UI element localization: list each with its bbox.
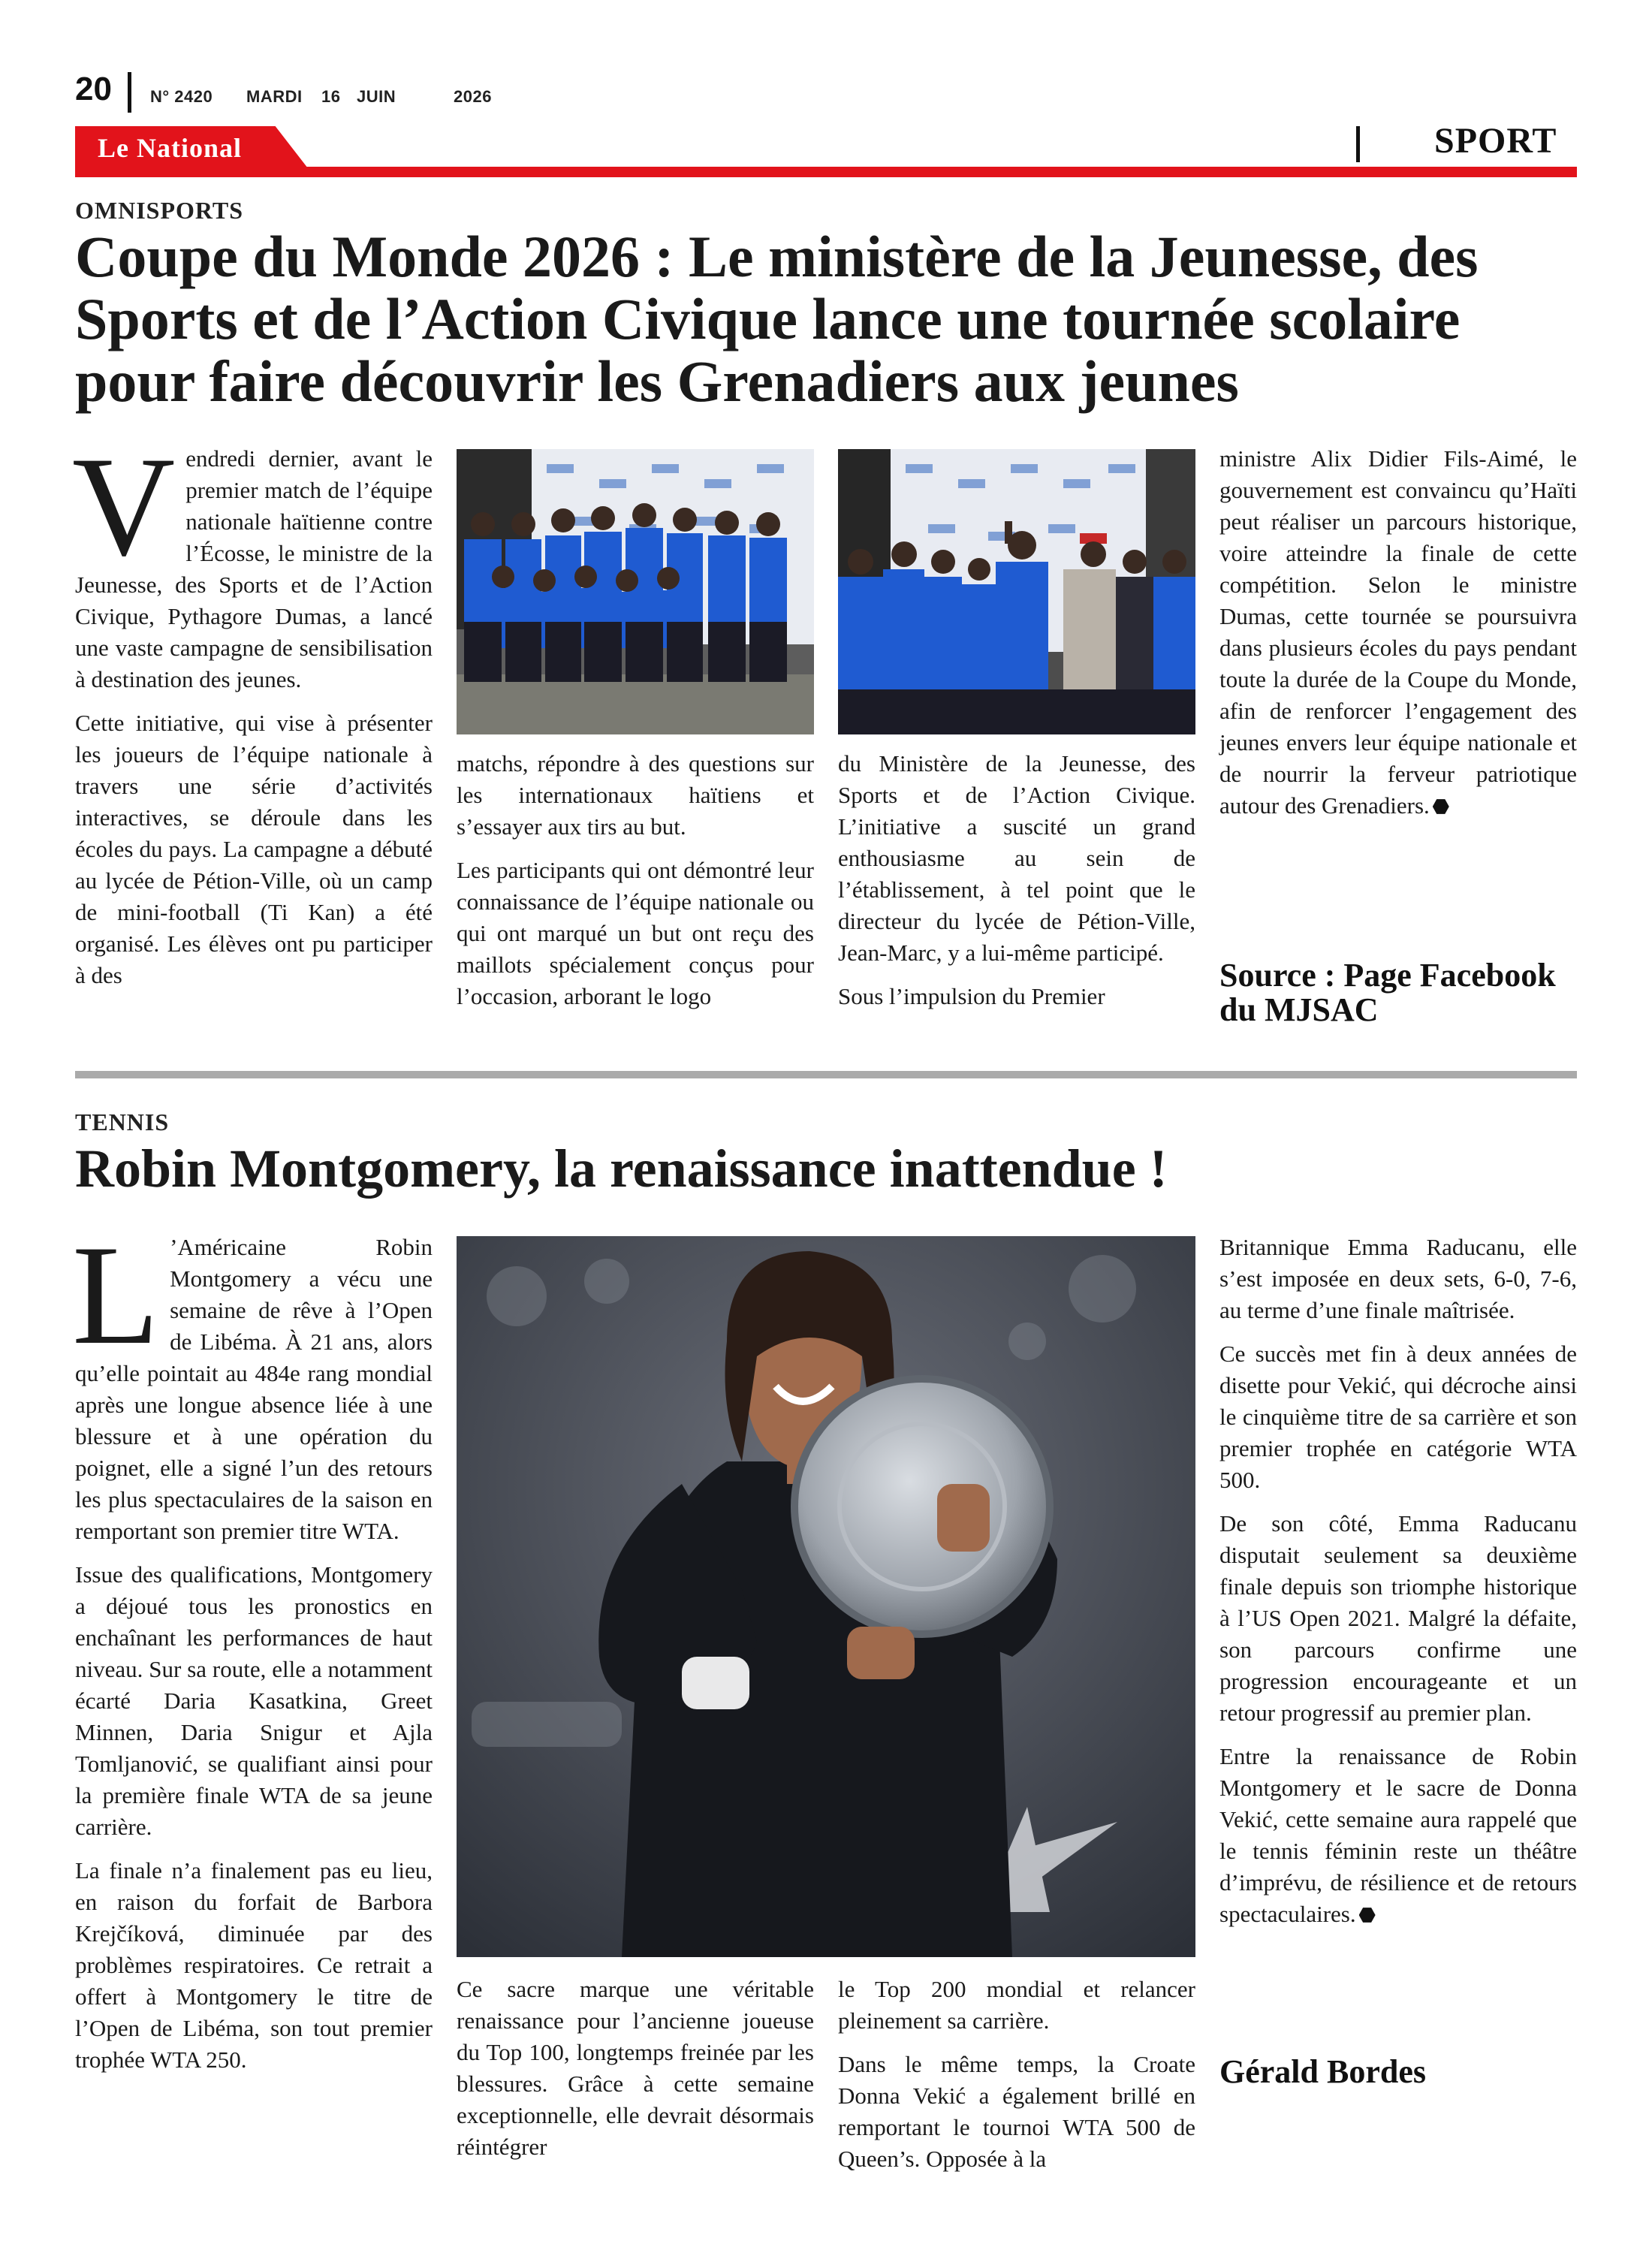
article1-photo-minister: [838, 449, 1195, 734]
article2-kicker: TENNIS: [75, 1108, 170, 1136]
article1-dropcap: V: [72, 428, 176, 586]
article2-paragraph: La finale n’a finalement pas eu lieu, en raison du forfait de Barbora Krejčíková, diminuée par des problèmes respiratoires. Ce retrait a offert à Montgomery le titre de l’Open de Libéma, son tout premier trophée WTA 250.: [75, 1857, 433, 2073]
end-of-article-icon: [1433, 798, 1449, 815]
article2-paragraph: Issue des qualifications, Montgomery a déjoué tous les pronostics en enchaînant les performances de haut niveau. Sur sa route, elle a notamment écarté Daria Kasatkina, Greet Minnen, Daria Snigur et Ajla Tomljanović, se qualifiant ainsi pour la première finale WTA de sa jeune carrière.: [75, 1561, 433, 1840]
article2-paragraph: Britannique Emma Raducanu, elle s’est imposée en deux sets, 6-0, 7-6, au terme d’une finale maîtrisée.: [1219, 1234, 1577, 1323]
article2-dropcap: L: [72, 1217, 160, 1374]
group-photo-students-icon: [457, 449, 814, 734]
article1-paragraph: du Ministère de la Jeunesse, des Sports et de l’Action Civique. L’initiative a suscité un grand enthousiasme au sein de l’établissement, à tel point que le directeur du lycée de Pétion-Ville, Jean-Marc, y a lui-même participé.: [838, 750, 1195, 966]
article1-source: Source : Page Facebook du MJSAC: [1219, 957, 1556, 1028]
article2-column-3: [838, 1974, 1195, 2187]
article1-paragraph: matchs, répondre à des questions sur les internationaux haïtiens et s’essayer aux tirs au but.: [457, 750, 814, 840]
article1-paragraph: Les participants qui ont démontré leur connaissance de l’équipe nationale ou qui ont marqué un but ont reçu des maillots spécialement conçus pour l’occasion, arborant le logo: [457, 857, 814, 1009]
article2-paragraph: ’Américaine Robin Montgomery a vécu une semaine de rêve à l’Open de Libéma. À 21 ans, alors qu’elle pointait au 484e rang mondial après une longue absence liée à une blessure et à une opération du poignet, elle a signé l’un des retours les plus spectaculaires de la saison en remportant son premier titre WTA.: [75, 1234, 433, 1544]
article1-paragraph: Sous l’impulsion du Premier: [838, 983, 1105, 1009]
article2-paragraph: Ce succès met fin à deux années de disette pour Vekić, qui décroche ainsi le cinquième titre de sa carrière et son premier trophée en catégorie WTA 500.: [1219, 1341, 1577, 1493]
header-red-rule: [75, 167, 1577, 177]
article2-paragraph: le Top 200 mondial et relancer pleinement sa carrière.: [838, 1976, 1195, 2034]
tennis-player-trophy-photo-icon: [457, 1236, 1195, 1957]
article2-paragraph: De son côté, Emma Raducanu disputait seulement sa deuxième finale depuis son triomphe historique à l’US Open 2021. Malgré la défaite, son parcours confirme une progression encourageante et un retour progressif au premier plan.: [1219, 1510, 1577, 1726]
issue-month: JUIN: [357, 87, 396, 106]
article-separator: [75, 1071, 1577, 1078]
article1-paragraph: Cette initiative, qui vise à présenter les joueurs de l’équipe nationale à travers une série d’activités interactives, se déroule dans les écoles du pays. La campagne a débuté au lycée de Pétion-Ville, où un camp de mini-football (Ti Kan) a été organisé. Les élèves ont pu participer à des: [75, 710, 433, 988]
article1-headline: Coupe du Monde 2026 : Le ministère de la Jeunesse, des Sports et de l’Action Civique lance une tournée scolaire pour faire découvrir les Grenadiers aux jeunes: [75, 224, 1479, 414]
issue-date-day: 16: [321, 87, 341, 106]
page-number: 20: [75, 71, 112, 107]
issue-year: 2026: [454, 87, 492, 106]
article2-photo: [457, 1236, 1195, 1957]
article2-headline: Robin Montgomery, la renaissance inattendue !: [75, 1139, 1168, 1199]
section-divider: [1356, 126, 1360, 162]
article2-paragraph: Dans le même temps, la Croate Donna Vekić a également brillé en remportant le tournoi WTA 500 de Queen’s. Opposée à la: [838, 2051, 1195, 2172]
header-divider: [128, 72, 131, 113]
issue-day: MARDI: [246, 87, 303, 106]
article1-column-1: [72, 428, 433, 1003]
article1-column-4: [1219, 443, 1577, 834]
article1-column-2: [457, 748, 814, 1024]
article2-column-2: [457, 1974, 814, 2175]
article1-photo-students: [457, 449, 814, 734]
article1-paragraph: ministre Alix Didier Fils-Aimé, le gouvernement est convaincu qu’Haïti peut réaliser un parcours historique, voire atteindre la finale de cette compétition. Selon le ministre Dumas, cette tournée se poursuivra dans plusieurs écoles du pays pendant toute la durée de la Coupe du Monde, afin de renforcer l’engagement des jeunes envers leur équipe nationale et de nourrir la ferveur patriotique autour des Grenadiers.: [1219, 445, 1577, 819]
brand-logo: Le National: [98, 133, 243, 163]
article1-kicker: OMNISPORTS: [75, 197, 244, 224]
article2-paragraph: Entre la renaissance de Robin Montgomery et le sacre de Donna Vekić, cette semaine aura rappelé que le tennis féminin reste un théâtre d’imprévu, de résilience et de retours spectaculaires.: [1219, 1743, 1577, 1927]
group-photo-minister-icon: [838, 449, 1195, 734]
section-title: SPORT: [1434, 121, 1557, 161]
article2-paragraph: Ce sacre marque une véritable renaissance pour l’ancienne joueuse du Top 100, longtemps freinée par les blessures. Grâce à cette semaine exceptionnelle, elle devrait désormais réintégrer: [457, 1976, 814, 2160]
article1-column-3: [838, 748, 1195, 1024]
article2-author: Gérald Bordes: [1219, 2053, 1426, 2090]
issue-number: N° 2420: [150, 87, 213, 106]
article2-column-4: [1219, 1232, 1577, 1942]
end-of-article-icon: [1359, 1907, 1376, 1923]
article2-column-1: [72, 1217, 433, 2088]
article1-paragraph: endredi dernier, avant le premier match de l’équipe nationale haïtienne contre l’Écosse, le ministre de la Jeunesse, des Sports et de l’Action Civique, Pythagore Dumas, a lancé une vaste campagne de sensibilisation à destination des jeunes.: [75, 445, 433, 692]
